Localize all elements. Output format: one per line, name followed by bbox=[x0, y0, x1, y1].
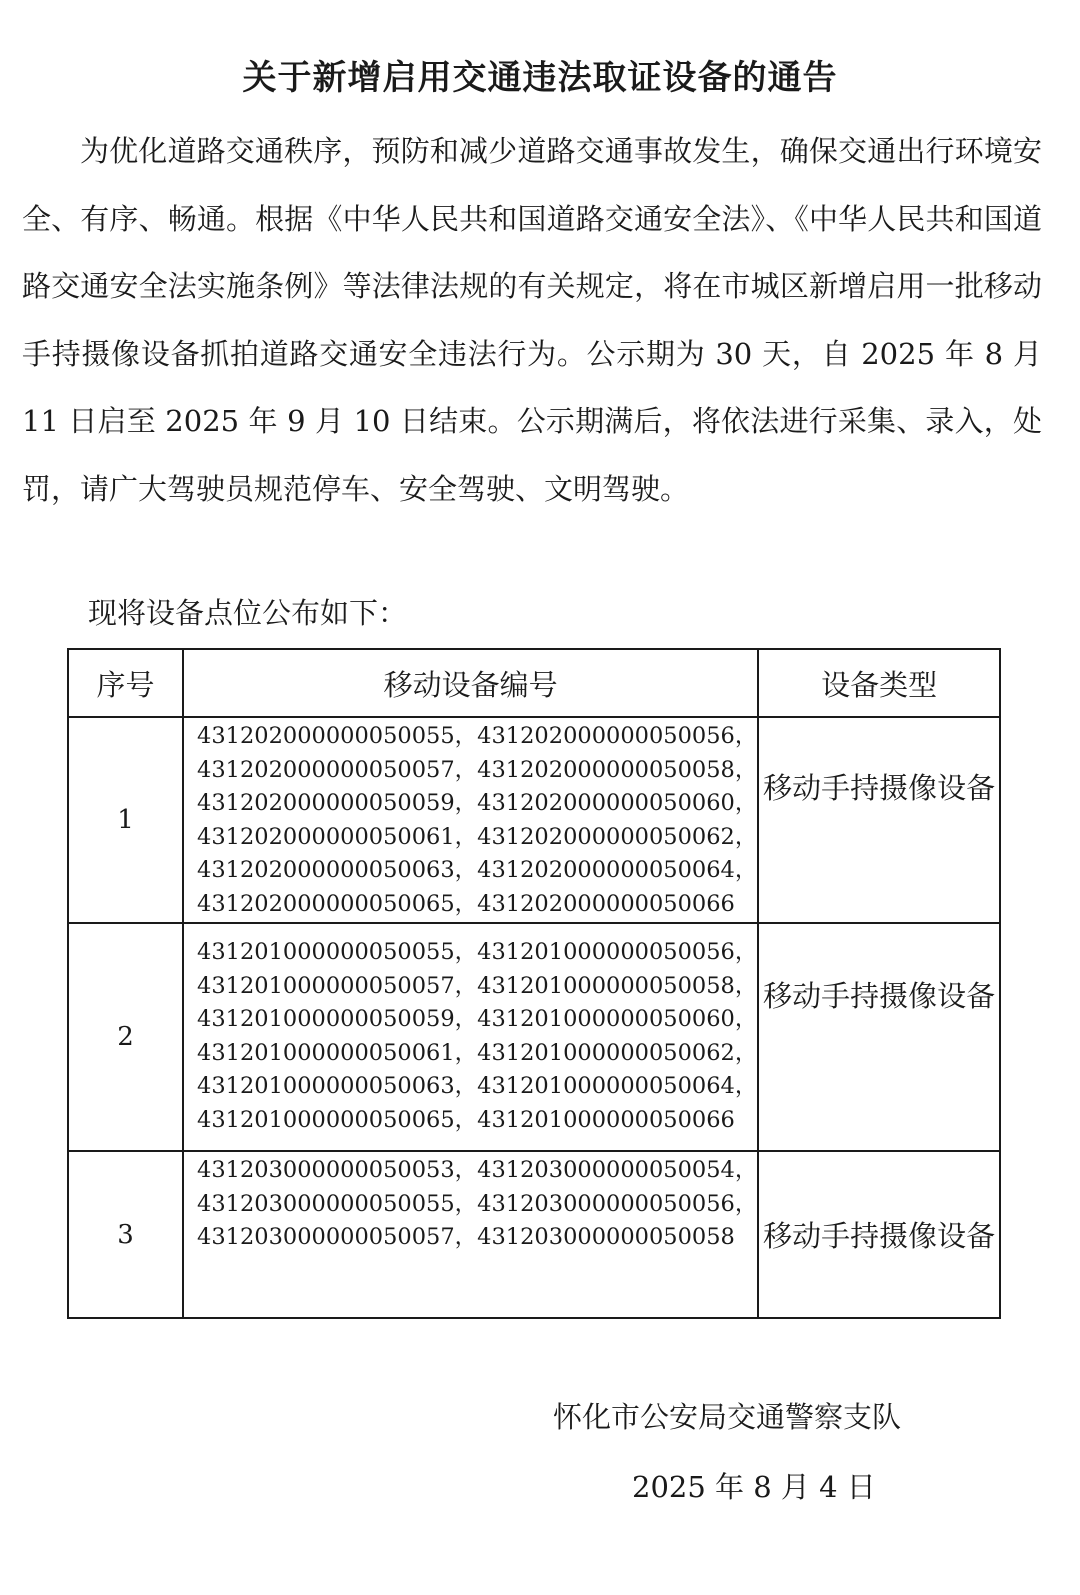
device-type-cell: 移动手持摄像设备 bbox=[758, 1151, 1000, 1318]
device-code-line: 431201000000050061，431201000000050062， bbox=[197, 1039, 758, 1066]
issuer-name: 怀化市公安局交通警察支队 bbox=[553, 1400, 902, 1434]
header-index: 序号 bbox=[68, 649, 183, 717]
device-code-line: 431203000000050053，431203000000050054， bbox=[197, 1157, 758, 1183]
notice-title: 关于新增启用交通违法取证设备的通告 bbox=[242, 58, 838, 98]
device-codes-cell bbox=[183, 923, 758, 1151]
header-device-codes: 移动设备编号 bbox=[183, 649, 758, 717]
device-code-line: 431201000000050065，431201000000050066 bbox=[197, 1106, 735, 1133]
table-header-row bbox=[68, 649, 1000, 717]
notice-body bbox=[22, 118, 1042, 523]
device-code-line: 431201000000050055，431201000000050056， bbox=[197, 939, 758, 965]
device-code-line: 431201000000050063，431201000000050064， bbox=[197, 1073, 758, 1099]
device-codes-cell bbox=[183, 717, 758, 923]
device-code-line: 431203000000050057，431203000000050058 bbox=[197, 1224, 735, 1250]
row-index: 2 bbox=[68, 923, 183, 1151]
device-code-line: 431202000000050055，431202000000050056， bbox=[197, 723, 758, 749]
table-intro: 现将设备点位公布如下： bbox=[88, 596, 408, 630]
table-row bbox=[68, 923, 1000, 1151]
table-row bbox=[68, 717, 1000, 923]
device-code-line: 431202000000050061，431202000000050062， bbox=[197, 823, 758, 850]
device-code-line: 431202000000050063，431202000000050064， bbox=[197, 857, 758, 883]
device-table bbox=[67, 648, 1001, 1319]
device-codes-cell bbox=[183, 1151, 758, 1318]
device-code-line: 431202000000050059，431202000000050060， bbox=[197, 790, 758, 816]
device-code-line: 431202000000050065，431202000000050066 bbox=[197, 890, 735, 917]
header-device-type: 设备类型 bbox=[758, 649, 1000, 717]
row-index: 1 bbox=[68, 717, 183, 923]
device-code-line: 431203000000050055，431203000000050056， bbox=[197, 1190, 758, 1217]
device-code-line: 431202000000050057，431202000000050058， bbox=[197, 756, 758, 783]
issue-date: 2025 年 8 月 4 日 bbox=[632, 1470, 876, 1504]
table-row bbox=[68, 1151, 1000, 1318]
row-index: 3 bbox=[68, 1151, 183, 1318]
device-type-cell: 移动手持摄像设备 bbox=[758, 923, 1000, 1151]
device-type-cell: 移动手持摄像设备 bbox=[758, 717, 1000, 923]
notice-paragraph: 为优化道路交通秩序，预防和减少道路交通事故发生，确保交通出行环境安全、有序、畅通。根据《中华人民共和国道路交通安全法》、《中华人民共和国道路交通安全法实施条例》等法律法规的有关规定，将在市城区新增启用一批移动手持摄像设备抓拍道路交通安全违法行为。公示期为 30 天，自 2025 年 8 月 11 日启至 2025 年 9 月 10 日结束。公示期满后，将依法进行采集、录入，处罚，请广大驾驶员规范停车、安全驾驶、文明驾驶。 bbox=[22, 134, 1042, 506]
device-code-line: 431201000000050057，431201000000050058， bbox=[197, 972, 758, 999]
device-code-line: 431201000000050059，431201000000050060， bbox=[197, 1006, 758, 1032]
